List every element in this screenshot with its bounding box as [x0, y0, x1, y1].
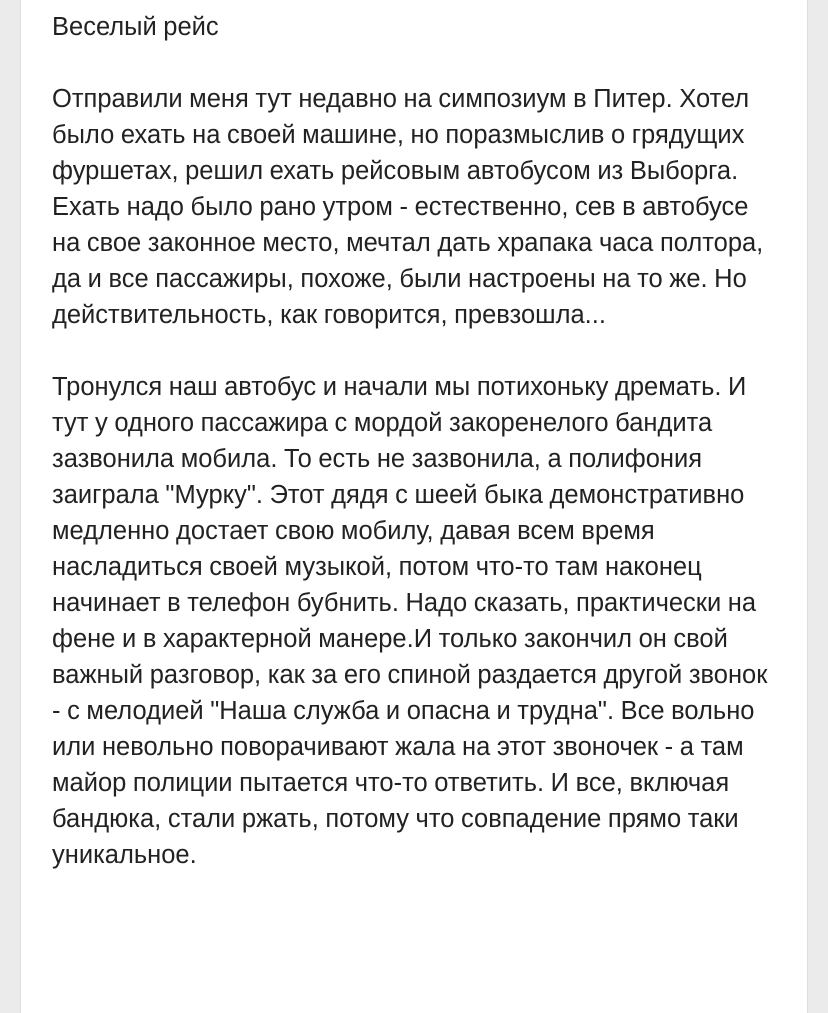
- post-title: Веселый рейс: [52, 13, 219, 41]
- post-card: [20, 0, 808, 1013]
- post-paragraph-1: Отправили меня тут недавно на симпозиум в Питер. Хотел было ехать на своей машине, но поразмыслив о грядущих фуршетах, решил ехать рейсовым автобусом из Выборга. Ехать надо было рано утром - естественно, сев в автобусе на свое законное место, мечтал дать храпака часа полтора, да и все пассажиры, похоже, были настроены на то же. Но действительность, как говорится, превзошла...: [52, 85, 764, 329]
- post-paragraph-2: Тронулся наш автобус и начали мы потихоньку дремать. И тут у одного пассажира с мордой закоренелого бандита зазвонила мобила. То есть не зазвонила, а полифония заиграла "Мурку". Этот дядя с шеей быка демонстративно медленно достает свою мобилу, давая всем время насладиться своей музыкой, потом что-то там наконец начинает в телефон бубнить. Надо сказать, практически на фене и в характерной манере.И только закончил он свой важный разговор, как за его спиной раздается другой звонок - с мелодией "Наша служба и опасна и трудна". Все вольно или невольно поворачивают жала на этот звоночек - а там майор полиции пытается что-то ответить. И все, включая бандюка, стали ржать, потому что совпадение прямо таки уникальное.: [52, 373, 768, 869]
